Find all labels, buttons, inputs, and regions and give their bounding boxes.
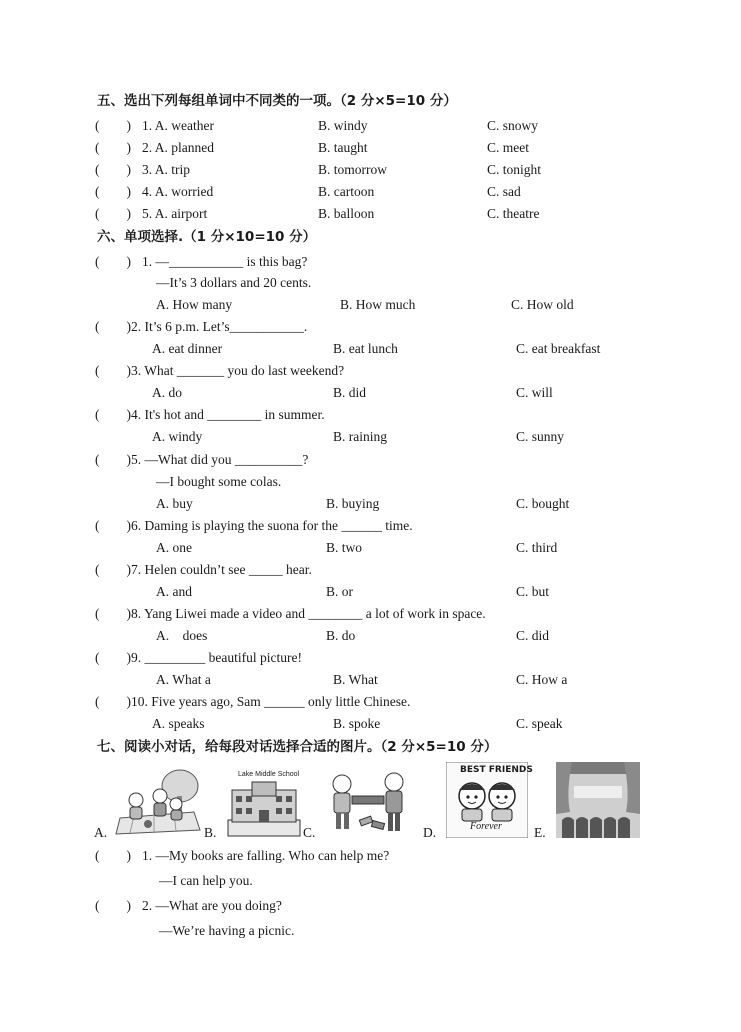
answer-blank[interactable]: ( )	[95, 650, 131, 665]
option-b: B. taught	[318, 140, 368, 155]
question-text: 4. It's hot and ________ in summer.	[131, 407, 325, 422]
school-sign: Lake Middle School	[238, 771, 300, 778]
question-text: 5. —What did you __________?	[131, 452, 309, 467]
option-b: B. do	[326, 628, 356, 643]
option-c: C. will	[516, 385, 553, 400]
option-b: B. or	[326, 584, 353, 599]
option-a: 4. A. worried	[142, 184, 214, 199]
answer-blank[interactable]: ( )	[95, 254, 131, 269]
school-picture	[226, 772, 302, 838]
picture-label-a: A.	[94, 825, 108, 840]
answer-blank[interactable]: ( )	[95, 562, 131, 577]
answer-blank[interactable]: ( )	[95, 206, 131, 221]
option-a: A. eat dinner	[152, 341, 223, 356]
answer-blank[interactable]: ( )	[95, 452, 131, 467]
option-c: C. How a	[516, 672, 568, 687]
answer-blank[interactable]: ( )	[95, 848, 131, 863]
option-c: C. meet	[487, 140, 529, 155]
option-b: B. raining	[333, 429, 387, 444]
option-c: C. sad	[487, 184, 521, 199]
answer-blank[interactable]: ( )	[95, 694, 131, 709]
answer-blank[interactable]: ( )	[95, 407, 131, 422]
section6-heading: 六、单项选择.（1 分×10=10 分）	[97, 229, 317, 245]
option-c: C. eat breakfast	[516, 341, 601, 356]
answer-blank[interactable]: ( )	[95, 363, 131, 378]
answer-blank[interactable]: ( )	[95, 606, 131, 621]
option-b: B. tomorrow	[318, 162, 387, 177]
dialogue-response: —I can help you.	[159, 873, 253, 888]
option-c: C. snowy	[487, 118, 539, 133]
option-b: B. eat lunch	[333, 341, 398, 356]
option-a: A. windy	[152, 429, 203, 444]
option-a: A. does	[156, 628, 208, 643]
question-text: 3. What _______ you do last weekend?	[131, 363, 345, 378]
question-text: 2. It’s 6 p.m. Let’s___________.	[131, 319, 308, 334]
question-text: 9. _________ beautiful picture!	[131, 650, 302, 665]
option-c: C. speak	[516, 716, 563, 731]
option-a: 3. A. trip	[142, 162, 191, 177]
option-a: 1. A. weather	[142, 118, 214, 133]
picture-label-e: E.	[534, 825, 546, 840]
answer-blank[interactable]: ( )	[95, 162, 131, 177]
question-text: 7. Helen couldn’t see _____ hear.	[131, 562, 312, 577]
section7-heading: 七、阅读小对话，给每段对话选择合适的图片。（2 分×5=10 分）	[97, 739, 498, 755]
question-text: 1. —___________ is this bag?	[142, 254, 308, 269]
answer-blank[interactable]: ( )	[95, 140, 131, 155]
dialogue-response: —We’re having a picnic.	[159, 923, 295, 938]
option-a: A. How many	[156, 297, 233, 312]
option-c: C. tonight	[487, 162, 542, 177]
answer-blank[interactable]: ( )	[95, 319, 131, 334]
option-b: B. buying	[326, 496, 380, 511]
option-c: C. did	[516, 628, 550, 643]
option-b: B. balloon	[318, 206, 375, 221]
question-response: —I bought some colas.	[156, 474, 282, 489]
option-c: C. sunny	[516, 429, 565, 444]
option-a: A. one	[156, 540, 192, 555]
option-a: A. speaks	[152, 716, 205, 731]
option-c: C. bought	[516, 496, 570, 511]
picture-label-c: C.	[303, 825, 316, 840]
picture-label-b: B.	[204, 825, 217, 840]
answer-blank[interactable]: ( )	[95, 898, 131, 913]
question-text: 8. Yang Liwei made a video and ________ a lot of work in space.	[131, 606, 486, 621]
forever-caption: Forever	[470, 821, 502, 832]
question-response: —It’s 3 dollars and 20 cents.	[156, 275, 312, 290]
section5-heading: 五、选出下列每组单词中不同类的一项。（2 分×5=10 分）	[97, 93, 457, 109]
option-b: B. cartoon	[318, 184, 375, 199]
question-text: 6. Daming is playing the suona for the ______ time.	[131, 518, 413, 533]
option-a: A. buy	[156, 496, 193, 511]
option-c: C. theatre	[487, 206, 540, 221]
theatre-picture	[556, 762, 640, 838]
option-b: B. did	[333, 385, 367, 400]
option-a: A. and	[156, 584, 192, 599]
picnic-picture	[114, 766, 202, 836]
option-b: B. windy	[318, 118, 368, 133]
option-b: B. How much	[340, 297, 416, 312]
option-b: B. spoke	[333, 716, 381, 731]
answer-blank[interactable]: ( )	[95, 518, 131, 533]
dialogue-line: 1. —My books are falling. Who can help me?	[142, 848, 390, 863]
option-c: C. How old	[511, 297, 574, 312]
option-a: 5. A. airport	[142, 206, 208, 221]
answer-blank[interactable]: ( )	[95, 118, 131, 133]
option-a: A. do	[152, 385, 182, 400]
question-text: 10. Five years ago, Sam ______ only little Chinese.	[131, 694, 411, 709]
best-friends-caption: BEST FRIENDS	[460, 765, 533, 775]
option-b: B. What	[333, 672, 378, 687]
dialogue-line: 2. —What are you doing?	[142, 898, 282, 913]
answer-blank[interactable]: ( )	[95, 184, 131, 199]
option-b: B. two	[326, 540, 363, 555]
option-c: C. but	[516, 584, 550, 599]
picture-label-d: D.	[423, 825, 437, 840]
option-a: 2. A. planned	[142, 140, 214, 155]
option-c: C. third	[516, 540, 558, 555]
option-a: A. What a	[156, 672, 211, 687]
books-falling-picture	[322, 770, 410, 836]
